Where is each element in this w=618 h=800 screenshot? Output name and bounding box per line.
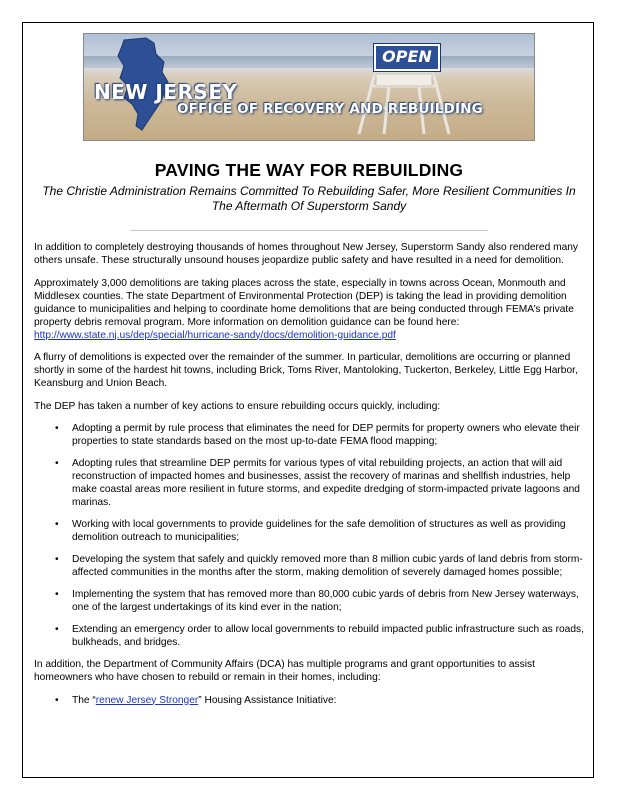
- bullet-icon: •: [55, 519, 59, 530]
- divider: [130, 230, 488, 231]
- banner-title: NEW JERSEY: [94, 80, 238, 104]
- list-item: • Adopting rules that streamline DEP permits for various types of vital rebuilding projects, an action that will aid reconstruction of impacted homes and businesses, assist the recovery of marinas and shellfish industries, help make coastal areas more resilient in future storms, and expedite dredging of storm-impacted private lagoons and marinas.: [55, 458, 580, 508]
- page-title: PAVING THE WAY FOR REBUILDING: [154, 160, 464, 180]
- open-sign: OPEN: [374, 44, 440, 71]
- bullet-icon: •: [55, 554, 59, 565]
- page-subtitle: The Christie Administration Remains Committed To Rebuilding Safer, More Resilient Communities In The Aftermath Of Superstorm Sandy: [42, 184, 576, 213]
- paragraph-dca: In addition, the Department of Community Affairs (DCA) has multiple programs and grant opportunities to assist homeowners who have chosen to rebuild or remain in their homes, including:: [34, 659, 535, 683]
- list-item: • The “renew Jersey Stronger” Housing Assistance Initiative:: [55, 694, 337, 706]
- bullet-icon: •: [55, 458, 59, 469]
- list-item: • Adopting a permit by rule process that eliminates the need for DEP permits for property owners who elevate their properties to state standards based on the most up-to-date FEMA flood mapping;: [55, 423, 580, 447]
- dep-actions-list: [34, 422, 584, 649]
- list-item: • Working with local governments to provide guidelines for the safe demolition of structures as well as providing demolition outreach to municipalities;: [55, 519, 566, 543]
- list-item: • Extending an emergency order to allow local governments to rebuild impacted public infrastructure such as roads, bulkheads, and bridges.: [55, 624, 584, 648]
- bullet-icon: •: [55, 589, 59, 600]
- paragraph-flurry: A flurry of demolitions is expected over the remainder of the summer. In particular, demolitions are occurring or planned shortly in some of the hardest hit towns, including Brick, Toms River, Mantoloking, Tuckerton, Berkeley, Little Egg Harbor, Keansburg and Union Beach.: [34, 352, 578, 389]
- list-item: • Developing the system that safely and quickly removed more than 8 million cubic yards of land debris from storm-affected communities in the months after the storm, making demolition of severely damaged homes possible;: [55, 554, 583, 578]
- paragraph-intro: In addition to completely destroying thousands of homes throughout New Jersey, Superstorm Sandy also rendered many others unsafe. These structurally unsound houses jeopardize public safety and have resulted in a need for demolition.: [34, 242, 579, 266]
- paragraph-demolitions: [34, 277, 584, 342]
- dca-programs-list: [34, 694, 584, 707]
- header-banner: [83, 33, 535, 141]
- article-body: [34, 241, 584, 716]
- paragraph-demolitions-text: Approximately 3,000 demolitions are taking places across the state, especially in towns across Ocean, Monmouth and Middlesex counties. The state Department of Environmental Protection (DEP) is taking the lead in providing demolition guidance to municipalities and helping to coordinate home demolitions that are being conducted through FEMA’s private property debris removal program. More information on demolition guidance can be found here:: [34, 277, 574, 328]
- paragraph-dep-actions: The DEP has taken a number of key actions to ensure rebuilding occurs quickly, including:: [34, 400, 441, 412]
- bullet-icon: •: [55, 624, 59, 635]
- bullet-icon: •: [55, 423, 59, 434]
- bullet-icon: •: [55, 694, 59, 706]
- list-item: • Implementing the system that has removed more than 80,000 cubic yards of debris from New Jersey waterways, one of the largest undertakings of its kind ever in the nation;: [55, 589, 579, 613]
- demolition-guidance-link[interactable]: http://www.state.nj.us/dep/special/hurricane-sandy/docs/demolition-guidance.pdf: [34, 329, 396, 341]
- renew-jersey-stronger-link[interactable]: renew Jersey Stronger: [95, 694, 199, 706]
- banner-subtitle: OFFICE OF RECOVERY AND REBUILDING: [177, 101, 483, 117]
